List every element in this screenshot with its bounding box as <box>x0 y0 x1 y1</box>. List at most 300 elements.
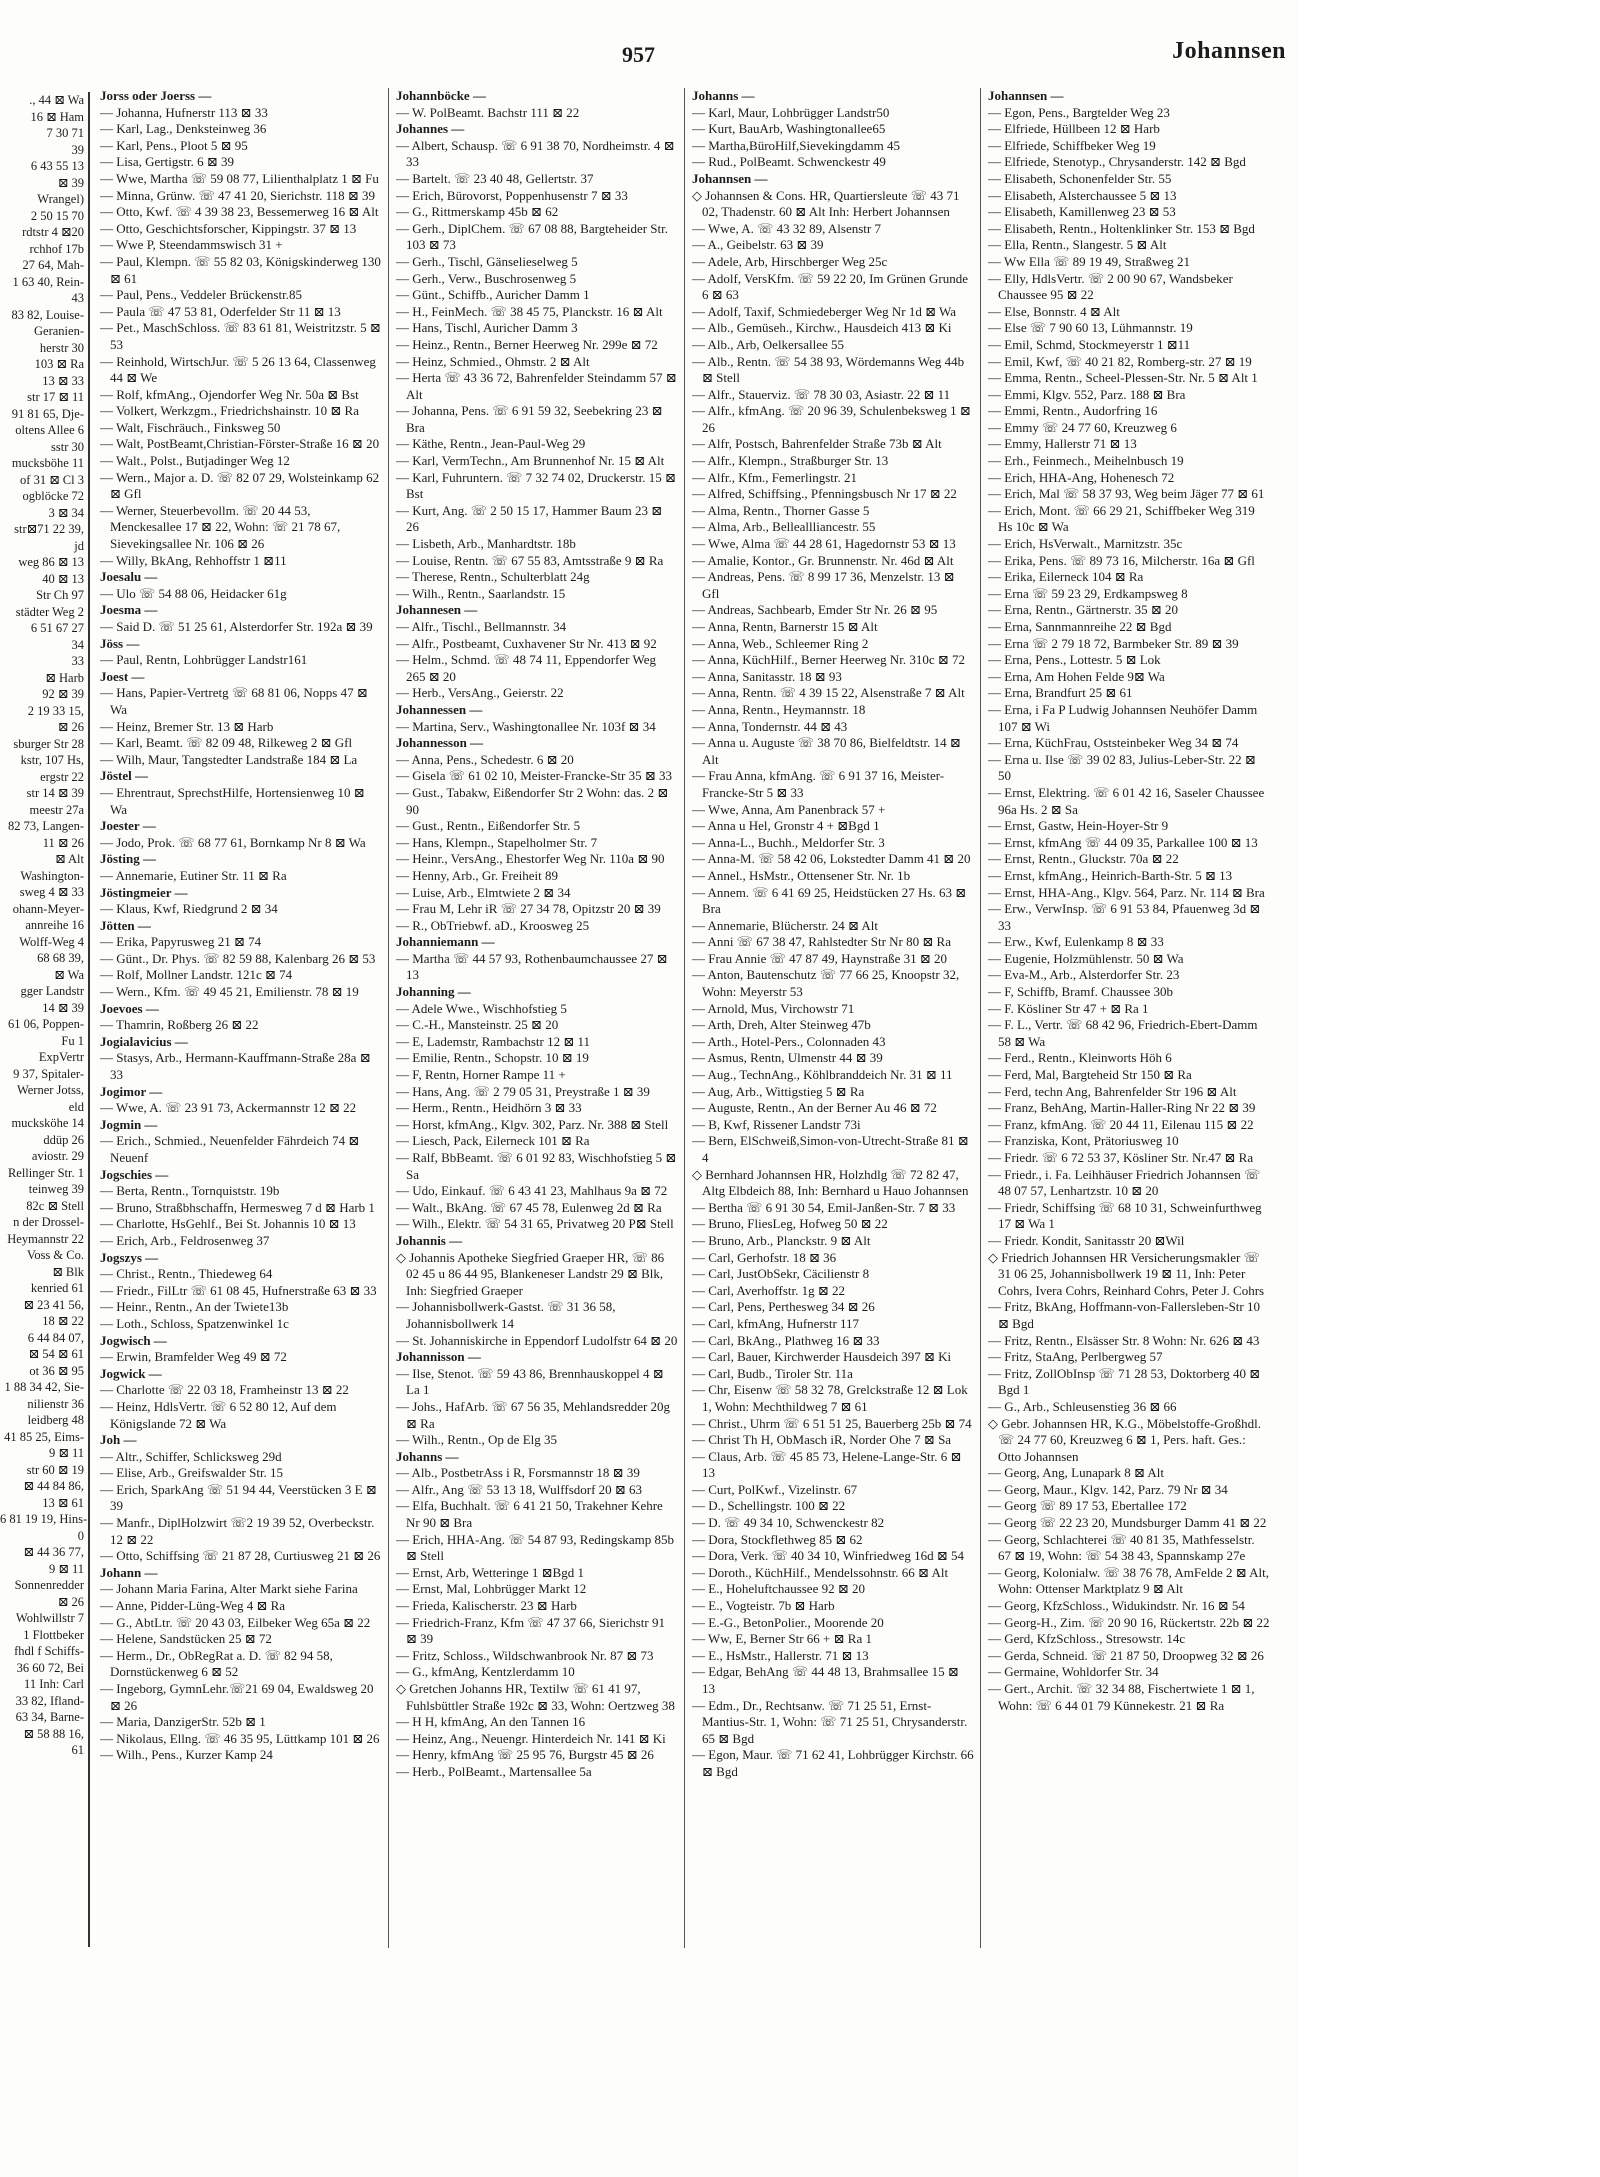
directory-entry: — Andreas, Sachbearb, Emder Str Nr. 26 ⊠ 95 <box>692 602 938 618</box>
directory-entry: — Karl, Maur, Lohbrügger Landstr50 <box>692 104 890 120</box>
sliver-line: ⊠ 26 <box>57 1594 84 1609</box>
directory-entry: — G., AbtLtr. ☏ 20 43 03, Eilbeker Weg 65a ⊠ 22 <box>100 1614 371 1630</box>
directory-entry: — Adele, Arb, Hirschberger Weg 25c <box>692 253 888 269</box>
directory-entry: — Alma, Arb., Belleallliancestr. 55 <box>692 519 876 535</box>
directory-entry: — Günt., Dr. Phys. ☏ 82 59 88, Kalenbarg 26 ⊠ 53 <box>100 950 376 966</box>
sliver-line: 82 73, Langen- <box>7 819 84 833</box>
directory-entry: — Else, Bonnstr. 4 ⊠ Alt <box>988 303 1120 319</box>
directory-entry: — Erna, Am Hohen Felde 9⊠ Wa <box>988 668 1165 684</box>
directory-entry: — Karl, Pens., Ploot 5 ⊠ 95 <box>100 137 248 153</box>
sliver-line: 9 37, Spitaler- <box>13 1066 84 1081</box>
directory-entry: — Erna, Pens., Lottestr. 5 ⊠ Lok <box>988 652 1161 668</box>
surname-heading: Jogmin — <box>100 1116 158 1132</box>
directory-entry: — Said D. ☏ 51 25 61, Alsterdorfer Str. 192a ⊠ 39 <box>100 619 373 634</box>
directory-entry: — Alb., PostbetrAss i R, Forsmannstr 18 ⊠ 39 <box>396 1465 640 1481</box>
directory-entry: — Bartelt. ☏ 23 40 48, Gellertstr. 37 <box>396 170 594 186</box>
surname-heading: Johannsen — <box>692 170 768 186</box>
surname-heading: Jogimor — <box>100 1083 163 1099</box>
directory-entry: — Hans, Ang. ☏ 2 79 05 31, Preystraße 1 ⊠ 39 <box>396 1083 650 1099</box>
surname-heading: Johanns — <box>396 1448 459 1464</box>
sliver-line: ⊠ Wa <box>54 967 84 982</box>
directory-entry: — Claus, Arb. ☏ 45 85 73, Helene-Lange-Str. 6 ⊠ 13 <box>692 1448 962 1481</box>
sliver-line: 27 64, Mah- <box>22 258 84 272</box>
directory-entry: — Alfr., kfmAng. ☏ 20 96 39, Schulenbeksweg 1 ⊠ 26 <box>692 403 971 435</box>
sliver-line: 92 ⊠ 39 <box>42 687 84 701</box>
directory-entry: — Elisabeth, Schonenfelder Str. 55 <box>988 170 1172 186</box>
directory-entry: — Lisbeth, Arb., Manhardtstr. 18b <box>396 536 576 552</box>
sliver-line: Geranien- <box>34 324 84 338</box>
surname-heading: Johanning — <box>396 984 471 1000</box>
directory-entry: — Gust., Rentn., Eißendorfer Str. 5 <box>396 818 581 834</box>
directory-entry: — Bruno, Straßbhschaffn, Hermesweg 7 d ⊠ Harb 1 <box>100 1199 375 1215</box>
directory-entry: — Alfr., Stauerviz. ☏ 78 30 03, Asiastr. 22 ⊠ 11 <box>692 386 951 402</box>
sliver-line: 39 <box>71 142 84 157</box>
surname-heading: Jogwick — <box>100 1365 162 1381</box>
directory-entry: — Anna u. Auguste ☏ 38 70 86, Bielfeldtstr. 14 ⊠ Alt <box>692 735 961 767</box>
directory-entry: — Karl, Lag., Denksteinweg 36 <box>100 121 267 137</box>
directory-entry: — Carl, Averhoffstr. 1g ⊠ 22 <box>692 1282 846 1298</box>
surname-heading: Johannsen — <box>988 88 1064 103</box>
directory-entry: — Alfr., Postbeamt, Cuxhavener Str Nr. 413 ⊠ 92 <box>396 635 657 651</box>
sliver-line: 36 60 72, Bei <box>16 1660 84 1675</box>
directory-entry: — Ernst, Arb, Wetteringe 1 ⊠Bgd 1 <box>396 1564 584 1580</box>
directory-entry: — Emmy ☏ 24 77 60, Kreuzweg 6 <box>988 419 1177 435</box>
sliver-line: ⊠ 44 36 77, <box>23 1545 84 1559</box>
directory-entry: — Ferd, techn Ang, Bahrenfelder Str 196 ⊠ Alt <box>988 1083 1237 1099</box>
previous-page-sliver <box>0 92 90 1947</box>
directory-entry: — Heinr., VersAng., Ehestorfer Weg Nr. 110a ⊠ 90 <box>396 851 665 867</box>
sliver-line: sburger Str 28 <box>13 736 84 751</box>
directory-entry: — Adolf, VersKfm. ☏ 59 22 20, Im Grünen Grunde 6 ⊠ 63 <box>692 270 968 303</box>
sliver-line: 1 Flottbeker <box>23 1627 84 1642</box>
directory-entry: — Bruno, Arb., Planckstr. 9 ⊠ Alt <box>692 1232 871 1248</box>
directory-entry: — Arth., Hotel-Pers., Colonnaden 43 <box>692 1033 886 1049</box>
directory-entry: — Erna, i Fa P Ludwig Johannsen Neuhöfer Damm 107 ⊠ Wi <box>988 701 1258 734</box>
directory-entry: — Otto, Schiffsing ☏ 21 87 28, Curtiusweg 21 ⊠ 26 <box>100 1548 381 1564</box>
directory-entry: — Wern., Kfm. ☏ 49 45 21, Emilienstr. 78 ⊠ 19 <box>100 984 359 1000</box>
directory-entry: — Anna, KüchHilf., Berner Heerweg Nr. 310c ⊠ 72 <box>692 652 965 668</box>
directory-entry: — Wwe, Anna, Am Panenbrack 57 + <box>692 801 886 817</box>
directory-entry: — Erw., VerwInsp. ☏ 6 91 53 84, Pfauenweg 3d ⊠ 33 <box>988 901 1261 933</box>
directory-entry: — Erich, HHA-Ang, Hohenesch 72 <box>988 469 1175 485</box>
directory-entry: — Chr, Eisenw ☏ 58 32 78, Grelckstraße 12 ⊠ Lok 1, Wohn: Mechthildweg 7 ⊠ 61 <box>692 1382 968 1414</box>
directory-entry: — Carl, BkAng., Plathweg 16 ⊠ 33 <box>692 1332 880 1348</box>
sliver-line: oltens Allee 6 <box>15 423 84 437</box>
directory-entry: — Ferd, Mal, Bargteheid Str 150 ⊠ Ra <box>988 1067 1192 1083</box>
directory-entry: — St. Johanniskirche in Eppendorf Ludolfstr 64 ⊠ 20 <box>396 1332 678 1348</box>
directory-entry: — Rud., PolBeamt. Schwenckestr 49 <box>692 154 886 170</box>
sliver-line: 61 <box>71 1743 84 1757</box>
directory-entry: — Ernst, Rentn., Gluckstr. 70a ⊠ 22 <box>988 851 1179 867</box>
directory-entry: — Frau M, Lehr iR ☏ 27 34 78, Opitzstr 20 ⊠ 39 <box>396 901 661 917</box>
directory-entry: — Pet., MaschSchloss. ☏ 83 61 81, Weistritzstr. 5 ⊠ 53 <box>100 320 381 352</box>
surname-heading: Jösting — <box>100 851 156 867</box>
directory-entry: — Georg, Schlachterei ☏ 40 81 35, Mathfesselstr. 67 ⊠ 19, Wohn: ☏ 54 38 43, Spannskamp 27e <box>988 1531 1255 1564</box>
directory-entry: — Martha,BüroHilf,Sievekingdamm 45 <box>692 137 900 153</box>
sliver-line: eld <box>68 1099 84 1114</box>
directory-entry: — Heinz, Schmied., Ohmstr. 2 ⊠ Alt <box>396 353 590 369</box>
sliver-line: 2 19 33 15, <box>27 703 84 718</box>
directory-entry: — Elfriede, Stenotyp., Chrysanderstr. 142 ⊠ Bgd <box>988 154 1246 170</box>
directory-entry: — Berta, Rentn., Tornquiststr. 19b <box>100 1183 280 1199</box>
sliver-line: meestr 27a <box>29 802 84 817</box>
directory-entry: — Anni ☏ 67 38 47, Rahlstedter Str Nr 80 ⊠ Ra <box>692 934 951 950</box>
page-number: 957 <box>622 42 655 67</box>
directory-entry: — Amalie, Kontor., Gr. Brunnenstr. Nr. 46d ⊠ Alt <box>692 552 954 568</box>
column-3 <box>692 88 974 1948</box>
directory-entry: — Herm., Dr., ObRegRat a. D. ☏ 82 94 58, Dornstückenweg 6 ⊠ 52 <box>100 1647 333 1680</box>
sliver-line: ohann-Meyer- <box>12 901 84 916</box>
sliver-line: nilienstr 36 <box>27 1396 84 1411</box>
directory-entry: — Walt, PostBeamt,Christian-Förster-Straße 16 ⊠ 20 <box>100 436 380 452</box>
sliver-line: Rellinger Str. 1 <box>7 1165 84 1180</box>
directory-entry: — Erna u. Ilse ☏ 39 02 83, Julius-Leber-Str. 22 ⊠ 50 <box>988 751 1256 784</box>
directory-entry: — Annem. ☏ 6 41 69 25, Heidstücken 27 Hs. 63 ⊠ Bra <box>692 884 967 917</box>
directory-entry: — E., HsMstr., Hallerstr. 71 ⊠ 13 <box>692 1647 869 1663</box>
directory-entry: — Wwe, A. ☏ 43 32 89, Alsenstr 7 <box>692 220 881 236</box>
surname-heading: Johannböcke — <box>396 88 486 103</box>
directory-entry: — Gerda, Schneid. ☏ 21 87 50, Droopweg 32 ⊠ 26 <box>988 1647 1264 1663</box>
sliver-line: kenried 61 <box>30 1281 84 1295</box>
sliver-line: 13 ⊠ 33 <box>42 373 84 388</box>
sliver-line: Voss & Co. <box>26 1248 84 1262</box>
directory-entry: — Anna, Pens., Schedestr. 6 ⊠ 20 <box>396 751 574 767</box>
directory-entry: — Paula ☏ 47 53 81, Oderfelder Str 11 ⊠ 13 <box>100 303 341 319</box>
directory-entry: — Anna-L., Buchh., Meldorfer Str. 3 <box>692 834 885 850</box>
directory-entry: — F. Kösliner Str 47 + ⊠ Ra 1 <box>988 1000 1149 1016</box>
directory-entry: — Henry, kfmAng ☏ 25 95 76, Burgstr 45 ⊠ 26 <box>396 1747 654 1763</box>
directory-entry: — Dora, Verk. ☏ 40 34 10, Winfriedweg 16d ⊠ 54 <box>692 1548 965 1564</box>
directory-entry: — Charlotte ☏ 22 03 18, Framheinstr 13 ⊠ 22 <box>100 1382 349 1398</box>
directory-entry: — Ernst, Mal, Lohbrügger Markt 12 <box>396 1581 587 1597</box>
directory-entry: — Willy, BkAng, Rehhoffstr 1 ⊠11 <box>100 552 287 568</box>
directory-entry: — Alfr., Klempn., Straßburger Str. 13 <box>692 453 889 469</box>
directory-entry: — Paul, Klempn. ☏ 55 82 03, Königskinderweg 130 ⊠ 61 <box>100 253 381 286</box>
surname-heading: Johannis — <box>396 1232 463 1248</box>
directory-entry: — Altr., Schiffer, Schlicksweg 29d <box>100 1448 282 1464</box>
sliver-line: ., 44 ⊠ Wa <box>29 93 84 107</box>
directory-entry: — Erika, Pens. ☏ 89 73 16, Milcherstr. 16a ⊠ Gfl <box>988 552 1255 568</box>
surname-heading: Johannesen — <box>396 602 478 618</box>
directory-entry: — Elisabeth, Alsterchaussee 5 ⊠ 13 <box>988 187 1177 203</box>
directory-entry: — Anna, Web., Schleemer Ring 2 <box>692 635 869 651</box>
sliver-line: ExpVertr <box>38 1050 84 1064</box>
directory-entry: — Annel., HsMstr., Ottensener Str. Nr. 1b <box>692 867 911 883</box>
surname-heading: Johannisson — <box>396 1349 481 1365</box>
sliver-line: rdtstr 4 ⊠20 <box>22 225 84 239</box>
directory-entry: — Otto, Geschichtsforscher, Kippingstr. 37 ⊠ 13 <box>100 220 357 236</box>
surname-heading: Johannessen — <box>396 701 483 717</box>
sliver-line: aviostr. 29 <box>31 1149 84 1163</box>
directory-entry: — Alfr, Postsch, Bahrenfelder Straße 73b ⊠ Alt <box>692 436 942 452</box>
page-header <box>96 34 1286 67</box>
directory-entry: — A., Geibelstr. 63 ⊠ 39 <box>692 237 824 253</box>
sliver-line: 18 ⊠ 22 <box>42 1314 84 1328</box>
directory-entry: — W. PolBeamt. Bachstr 111 ⊠ 22 <box>396 104 580 120</box>
sliver-line: jd <box>74 538 84 553</box>
directory-entry: — Edm., Dr., Rechtsanw. ☏ 71 25 51, Ernst-Mantius-Str. 1, Wohn: ☏ 71 25 51, Chrysanderstr. 65 ⊠ Bgd <box>692 1697 968 1746</box>
directory-entry: — Ingeborg, GymnLehr.☏21 69 04, Ewaldsweg 20 ⊠ 26 <box>100 1681 374 1713</box>
directory-entry: ◇ Johannsen & Cons. HR, Quartiersleute ☏ 43 71 02, Thadenstr. 60 ⊠ Alt Inh: Herbert Johannsen <box>692 187 960 220</box>
sliver-line: str 17 ⊠ 11 <box>27 390 84 404</box>
directory-entry: — Erna ☏ 2 79 18 72, Barmbeker Str. 89 ⊠ 39 <box>988 635 1239 651</box>
directory-entry: — Friedr, Schiffsing ☏ 68 10 31, Schweinfurthweg 17 ⊠ Wa 1 <box>988 1199 1262 1232</box>
directory-entry: — Erwin, Bramfelder Weg 49 ⊠ 72 <box>100 1349 287 1365</box>
directory-entry: — Friedr. Kondit, Sanitasstr 20 ⊠Wil <box>988 1232 1185 1248</box>
directory-entry: — Maria, DanzigerStr. 52b ⊠ 1 <box>100 1714 266 1730</box>
directory-entry: — Gert., Archit. ☏ 32 34 88, Fischertwiete 1 ⊠ 1, Wohn: ☏ 6 44 01 79 Künnekestr. 21 ⊠ Ra <box>988 1681 1255 1713</box>
surname-heading: Johann — <box>100 1564 158 1580</box>
sliver-line: 16 ⊠ Ham <box>30 109 84 124</box>
directory-entry: — Aug, Arb., Wittigstieg 5 ⊠ Ra <box>692 1083 865 1099</box>
directory-entry: ◇ Johannis Apotheke Siegfried Graeper HR, ☏ 86 02 45 u 86 44 95, Blankeneser Landstr 29 ⊠ Blk, Inh: Siegfried Graeper <box>396 1249 665 1298</box>
sliver-line: sweg 4 ⊠ 33 <box>19 885 84 899</box>
directory-entry: — Ernst, kfmAng., Heinrich-Barth-Str. 5 ⊠ 13 <box>988 867 1233 883</box>
directory-entry: — Ww Ella ☏ 89 19 49, Straßweg 21 <box>988 253 1190 269</box>
directory-entry: — Anna u Hel, Gronstr 4 + ⊠Bgd 1 <box>692 818 880 834</box>
sliver-line: ⊠ 44 84 86, <box>23 1479 84 1493</box>
column-1 <box>100 88 382 1948</box>
directory-entry: — Erh., Feinmech., Meihelnbusch 19 <box>988 453 1184 469</box>
directory-entry: — Reinhold, WirtschJur. ☏ 5 26 13 64, Classenweg 44 ⊠ We <box>100 353 376 386</box>
directory-entry: — Anne, Pidder-Lüng-Weg 4 ⊠ Ra <box>100 1598 286 1614</box>
directory-entry: — Gisela ☏ 61 02 10, Meister-Francke-Str 35 ⊠ 33 <box>396 768 673 784</box>
sliver-line: städter Weg 2 <box>15 604 84 619</box>
directory-entry: — Emmi, Rentn., Audorfring 16 <box>988 403 1158 419</box>
directory-entry: — Erna, Brandfurt 25 ⊠ 61 <box>988 685 1133 701</box>
directory-entry: — Heinz, HdlsVertr. ☏ 6 52 80 12, Auf dem Königslande 72 ⊠ Wa <box>100 1398 337 1431</box>
directory-entry: — Alfr., Tischl., Bellmannstr. 34 <box>396 619 567 634</box>
directory-entry: — Manfr., DiplHolzwirt ☏2 19 39 52, Overbeckstr. 12 ⊠ 22 <box>100 1515 375 1547</box>
column-divider <box>980 88 981 1948</box>
directory-entry: — Herta ☏ 43 36 72, Bahrenfelder Steindamm 57 ⊠ Alt <box>396 370 677 402</box>
sliver-line: 6 44 84 07, <box>27 1330 84 1345</box>
sliver-line: ⊠ 54 ⊠ 61 <box>28 1347 84 1361</box>
directory-entry: — Alb., Rentn. ☏ 54 38 93, Wördemanns Weg 44b ⊠ Stell <box>692 353 965 386</box>
directory-entry: — F, Schiffb, Bramf. Chaussee 30b <box>988 984 1174 1000</box>
directory-entry: — G., kfmAng, Kentzlerdamm 10 <box>396 1664 575 1680</box>
directory-entry: — Louise, Rentn. ☏ 67 55 83, Amtsstraße 9 ⊠ Ra <box>396 552 664 568</box>
directory-entry: ◇ Bernhard Johannsen HR, Holzhdlg ☏ 72 82 47, Altg Elbdeich 88, Inh: Bernhard u Hauo Johannsen <box>692 1166 969 1199</box>
directory-entry: — Carl, Bauer, Kirchwerder Hausdeich 397 ⊠ Ki <box>692 1349 952 1365</box>
sliver-line: 2 50 15 70 <box>30 208 84 223</box>
directory-entry: — Emma, Rentn., Scheel-Plessen-Str. Nr. 5 ⊠ Alt 1 <box>988 370 1258 386</box>
directory-entry: — Bern, ElSchweiß,Simon-von-Utrecht-Straße 81 ⊠ 4 <box>692 1133 969 1165</box>
directory-entry: — Alb., Gemüseh., Kirchw., Hausdeich 413 ⊠ Ki <box>692 320 952 336</box>
directory-entry: — Auguste, Rentn., An der Berner Au 46 ⊠ 72 <box>692 1100 937 1116</box>
directory-entry: — B, Kwf, Rissener Landstr 73i <box>692 1116 861 1132</box>
sliver-line: sstr 30 <box>51 439 84 454</box>
directory-entry: — Erich, Mal ☏ 58 37 93, Weg beim Jäger 77 ⊠ 61 <box>988 486 1265 502</box>
surname-heading: Joh — <box>100 1432 137 1448</box>
directory-entry: — Gerd, KfzSchloss., Stresowstr. 14c <box>988 1631 1186 1647</box>
surname-heading: Johanns — <box>692 88 755 103</box>
directory-entry: ◇ Gebr. Johannsen HR, K.G., Möbelstoffe-Großhdl. ☏ 24 77 60, Kreuzweg 6 ⊠ 1, Pers. haft. Ges.: Otto Johannsen <box>988 1415 1261 1464</box>
directory-entry: — Fritz, BkAng, Hoffmann-von-Fallersleben-Str 10 ⊠ Bgd <box>988 1299 1260 1331</box>
directory-entry: — E., Vogteistr. 7b ⊠ Harb <box>692 1598 835 1614</box>
directory-entry: — Henny, Arb., Gr. Freiheit 89 <box>396 867 558 883</box>
directory-entry: — Klaus, Kwf, Riedgrund 2 ⊠ 34 <box>100 901 278 917</box>
directory-entry: — Elise, Arb., Greifswalder Str. 15 <box>100 1465 284 1481</box>
sliver-line: Wolff-Weg 4 <box>19 934 84 949</box>
sliver-line: str 60 ⊠ 19 <box>26 1462 84 1477</box>
sliver-line: ⊠ 39 <box>57 175 84 190</box>
directory-entry: — Anton, Bautenschutz ☏ 77 66 25, Knoopstr 32, Wohn: Meyerstr 53 <box>692 967 960 1000</box>
directory-entry: — Albert, Schausp. ☏ 6 91 38 70, Nordheimstr. 4 ⊠ 33 <box>396 137 675 170</box>
sliver-line: ot 36 ⊠ 95 <box>29 1363 84 1378</box>
sliver-line: 13 ⊠ 61 <box>42 1495 84 1510</box>
directory-entry: — Else ☏ 7 90 60 13, Lühmannstr. 19 <box>988 320 1193 336</box>
directory-entry: — Gust., Tabakw, Eißendorfer Str 2 Wohn: das. 2 ⊠ 90 <box>396 784 669 817</box>
surname-heading: Joevoes — <box>100 1000 159 1016</box>
directory-entry: — Helene, Sandstücken 25 ⊠ 72 <box>100 1631 272 1647</box>
surname-heading: Joesalu — <box>100 569 158 585</box>
sliver-line: n der Drossel- <box>13 1215 84 1229</box>
directory-entry: — Udo, Einkauf. ☏ 6 43 41 23, Mahlhaus 9a ⊠ 72 <box>396 1183 668 1199</box>
directory-entry: — Elfa, Buchhalt. ☏ 6 41 21 50, Trakehner Kehre Nr 90 ⊠ Bra <box>396 1498 663 1531</box>
surname-heading: Joesma — <box>100 602 158 618</box>
directory-columns <box>100 88 1290 1948</box>
sliver-line: Wrangel) <box>37 192 84 206</box>
directory-entry: — Doroth., KüchHilf., Mendelssohnstr. 66 ⊠ Alt <box>692 1564 949 1580</box>
directory-entry: — Anna, Rentn, Barnerstr 15 ⊠ Alt <box>692 619 878 634</box>
sliver-line: ⊠ 23 41 56, <box>23 1297 84 1312</box>
directory-entry: — Adolf, Taxif, Schmiedeberger Weg Nr 1d ⊠ Wa <box>692 303 956 319</box>
directory-entry: — Georg-H., Zim. ☏ 20 90 16, Rückertstr. 22b ⊠ 22 <box>988 1614 1270 1630</box>
directory-entry: — F. L., Vertr. ☏ 68 42 96, Friedrich-Ebert-Damm 58 ⊠ Wa <box>988 1017 1258 1049</box>
surname-heading: Joest — <box>100 668 145 684</box>
sliver-line: 33 82, Ifland- <box>15 1693 84 1708</box>
directory-entry: — Friedr., i. Fa. Leihhäuser Friedrich Johannsen ☏ 48 07 57, Lenhartzstr. 10 ⊠ 20 <box>988 1166 1261 1199</box>
surname-heading: Jöstingmeier — <box>100 884 188 900</box>
directory-entry: — Therese, Rentn., Schulterblatt 24g <box>396 569 590 585</box>
directory-entry: — Paul, Rentn, Lohbrügger Landstr161 <box>100 652 308 668</box>
directory-entry: — Wilh., Pens., Kurzer Kamp 24 <box>100 1747 273 1763</box>
sliver-line: 11 ⊠ 26 <box>42 835 84 850</box>
sliver-line: 40 ⊠ 13 <box>42 571 84 586</box>
sliver-line: ⊠ Harb <box>45 670 84 685</box>
directory-entry: — Franziska, Kont, Prätoriusweg 10 <box>988 1133 1179 1149</box>
directory-entry: — Ulo ☏ 54 88 06, Heidacker 61g <box>100 585 287 601</box>
sliver-line: 9 ⊠ 11 <box>48 1561 84 1576</box>
directory-entry: — Horst, kfmAng., Klgv. 302, Parz. Nr. 388 ⊠ Stell <box>396 1116 669 1132</box>
directory-entry: — Dora, Stockflethweg 85 ⊠ 62 <box>692 1531 863 1547</box>
directory-entry: — Arth, Dreh, Alter Steinweg 47b <box>692 1017 871 1033</box>
directory-entry: — Egon, Pens., Bargtelder Weg 23 <box>988 104 1170 120</box>
directory-entry: — Christ Th H, ObMasch iR, Norder Ohe 7 ⊠ Sa <box>692 1432 952 1448</box>
directory-entry: — Edgar, BehAng ☏ 44 48 13, Brahmsallee 15 ⊠ 13 <box>692 1664 959 1696</box>
directory-entry: — Walt., BkAng. ☏ 67 45 78, Eulenweg 2d ⊠ Ra <box>396 1199 662 1215</box>
sliver-line: ⊠ 26 <box>57 720 84 734</box>
directory-entry: — Ernst, kfmAng ☏ 44 09 35, Parkallee 100 ⊠ 13 <box>988 834 1258 850</box>
directory-entry: — Erich, HHA-Ang. ☏ 54 87 93, Redingskamp 85b ⊠ Stell <box>396 1531 675 1564</box>
directory-entry: — Karl, Beamt. ☏ 82 09 48, Rilkeweg 2 ⊠ Gfl <box>100 735 353 751</box>
scan-margin <box>1298 0 1600 2177</box>
surname-heading: Jogschies — <box>100 1166 169 1182</box>
directory-entry: — Thamrin, Roßberg 26 ⊠ 22 <box>100 1017 259 1033</box>
surname-heading: Johanniemann — <box>396 934 495 950</box>
directory-entry: — Heinr., Rentn., An der Twiete13b <box>100 1299 289 1315</box>
sliver-line: ⊠ Blk <box>52 1264 84 1279</box>
directory-entry: — Anna, Rentn., Heymannstr. 18 <box>692 701 866 717</box>
directory-entry: — Annemarie, Eutiner Str. 11 ⊠ Ra <box>100 867 287 883</box>
directory-entry: — Martina, Serv., Washingtonallee Nr. 103f ⊠ 34 <box>396 718 656 734</box>
surname-heading: Jogialavicius — <box>100 1033 188 1049</box>
sliver-line: Werner Jotss, <box>16 1083 84 1097</box>
directory-entry: — Paul, Pens., Veddeler Brückenstr.85 <box>100 287 302 303</box>
directory-entry: — Käthe, Rentn., Jean-Paul-Weg 29 <box>396 436 586 452</box>
sliver-line: Washington- <box>20 868 84 883</box>
directory-entry: — Wwe P, Steendammswisch 31 + <box>100 237 283 253</box>
directory-entry: — Erna, Sannmannreihe 22 ⊠ Bgd <box>988 619 1172 634</box>
directory-entry: — G., Arb., Schleusenstieg 36 ⊠ 66 <box>988 1398 1177 1414</box>
directory-entry: — Heinz., Rentn., Berner Heerweg Nr. 299e ⊠ 72 <box>396 336 658 352</box>
directory-entry: — Herb., PolBeamt., Martensallee 5a <box>396 1763 592 1779</box>
surname-heading: Jorss oder Joerss — <box>100 88 212 103</box>
directory-entry: — Ferd., Rentn., Kleinworts Höh 6 <box>988 1050 1172 1066</box>
directory-entry: — Wilh., Rentn., Op de Elg 35 <box>396 1432 558 1448</box>
sliver-line: mucksköhe 14 <box>11 1116 84 1130</box>
directory-entry: — Christ., Uhrm ☏ 6 51 51 25, Bauerberg 25b ⊠ 74 <box>692 1415 972 1431</box>
directory-entry: — Erika, Papyrusweg 21 ⊠ 74 <box>100 934 262 950</box>
directory-entry: — Minna, Grünw. ☏ 47 41 20, Sierichstr. 118 ⊠ 39 <box>100 187 375 203</box>
directory-entry: — Wern., Major a. D. ☏ 82 07 29, Wolsteinkamp 62 ⊠ Gfl <box>100 469 380 502</box>
directory-entry: — Kurt, Ang. ☏ 2 50 15 17, Hammer Baum 23 ⊠ 26 <box>396 502 663 535</box>
directory-entry: — Kurt, BauArb, Washingtonallee65 <box>692 121 886 137</box>
directory-entry: — Anna-M. ☏ 58 42 06, Lokstedter Damm 41 ⊠ 20 <box>692 851 971 867</box>
column-4 <box>988 88 1270 1948</box>
directory-entry: — Nikolaus, Ellng. ☏ 46 35 95, Lüttkamp 101 ⊠ 26 <box>100 1730 380 1746</box>
directory-entry: — Georg ☏ 22 23 20, Mundsburger Damm 41 ⊠ 22 <box>988 1515 1267 1531</box>
directory-entry: — Karl, VermTechn., Am Brunnenhof Nr. 15 ⊠ Alt <box>396 453 665 469</box>
directory-entry: — H., FeinMech. ☏ 38 45 75, Planckstr. 16 ⊠ Alt <box>396 303 663 319</box>
directory-entry: — Gerh., DiplChem. ☏ 67 08 88, Bargteheider Str. 103 ⊠ 73 <box>396 220 669 253</box>
directory-entry: — Werner, Steuerbevollm. ☏ 20 44 53, Menckesallee 17 ⊠ 22, Wohn: ☏ 21 78 67, Sievekingsallee Nr. 106 ⊠ 26 <box>100 502 341 552</box>
surname-heading: Joester — <box>100 818 156 834</box>
directory-entry: — Erich., Schmied., Neuenfelder Fährdeich 74 ⊠ Neuenf <box>100 1133 360 1165</box>
directory-entry: — Friedr., FilLtr ☏ 61 08 45, Hufnerstraße 63 ⊠ 33 <box>100 1282 377 1298</box>
sliver-line: Str Ch 97 <box>36 588 84 602</box>
directory-entry: — Erich, Arb., Feldrosenweg 37 <box>100 1232 270 1248</box>
directory-entry: — Hans, Tischl, Auricher Damm 3 <box>396 320 578 336</box>
directory-entry: — Georg, Maur., Klgv. 142, Parz. 79 Nr ⊠ 34 <box>988 1481 1228 1497</box>
directory-entry: — Carl, Gerhofstr. 18 ⊠ 36 <box>692 1249 837 1265</box>
directory-entry: — Erna, KüchFrau, Oststeinbeker Weg 34 ⊠ 74 <box>988 735 1239 751</box>
directory-entry: — Egon, Maur. ☏ 71 62 41, Lohbrügger Kirchstr. 66 ⊠ Bgd <box>692 1747 974 1779</box>
directory-entry: — R., ObTriebwf. aD., Kroosweg 25 <box>396 917 590 933</box>
directory-entry: — Herb., VersAng., Geierstr. 22 <box>396 685 564 701</box>
directory-entry: — Emmy, Hallerstr 71 ⊠ 13 <box>988 436 1137 452</box>
sliver-line: 83 82, Louise- <box>11 307 84 322</box>
directory-entry: — Volkert, Werkzgm., Friedrichshainstr. 10 ⊠ Ra <box>100 403 359 419</box>
directory-entry: — Hans, Klempn., Stapelholmer Str. 7 <box>396 834 598 850</box>
directory-entry: — Walt, Fischräuch., Finksweg 50 <box>100 419 281 435</box>
directory-entry: — Frau Anna, kfmAng. ☏ 6 91 37 16, Meister-Francke-Str 5 ⊠ 33 <box>692 768 945 800</box>
directory-entry: — Bertha ☏ 6 91 30 54, Emil-Janßen-Str. 7 ⊠ 33 <box>692 1199 956 1215</box>
directory-entry: — Johanna, Pens. ☏ 6 91 59 32, Seebekring 23 ⊠ Bra <box>396 403 663 435</box>
directory-entry: — Georg, Ang, Lunapark 8 ⊠ Alt <box>988 1465 1165 1481</box>
directory-entry: — Erika, Eilerneck 104 ⊠ Ra <box>988 569 1144 585</box>
directory-entry: — Wwe, Martha ☏ 59 08 77, Lilienthalplatz 1 ⊠ Fu <box>100 170 379 186</box>
directory-entry: — Fritz, Schloss., Wildschwanbrook Nr. 87 ⊠ 73 <box>396 1647 654 1663</box>
directory-entry: — Ernst, Elektring. ☏ 6 01 42 16, Saseler Chaussee 96a Hs. 2 ⊠ Sa <box>988 784 1265 817</box>
sliver-line: ddüp 26 <box>43 1132 84 1147</box>
directory-entry: — Frau Annie ☏ 47 87 49, Haynstraße 31 ⊠ 20 <box>692 950 947 966</box>
sliver-line: Heymannstr 22 <box>7 1231 84 1246</box>
directory-entry: — Charlotte, HsGehlf., Bei St. Johannis 10 ⊠ 13 <box>100 1216 356 1232</box>
directory-entry: — Ww, E, Berner Str 66 + ⊠ Ra 1 <box>692 1631 872 1647</box>
directory-entry: — Ralf, BbBeamt. ☏ 6 01 92 83, Wischhofstieg 5 ⊠ Sa <box>396 1150 677 1182</box>
